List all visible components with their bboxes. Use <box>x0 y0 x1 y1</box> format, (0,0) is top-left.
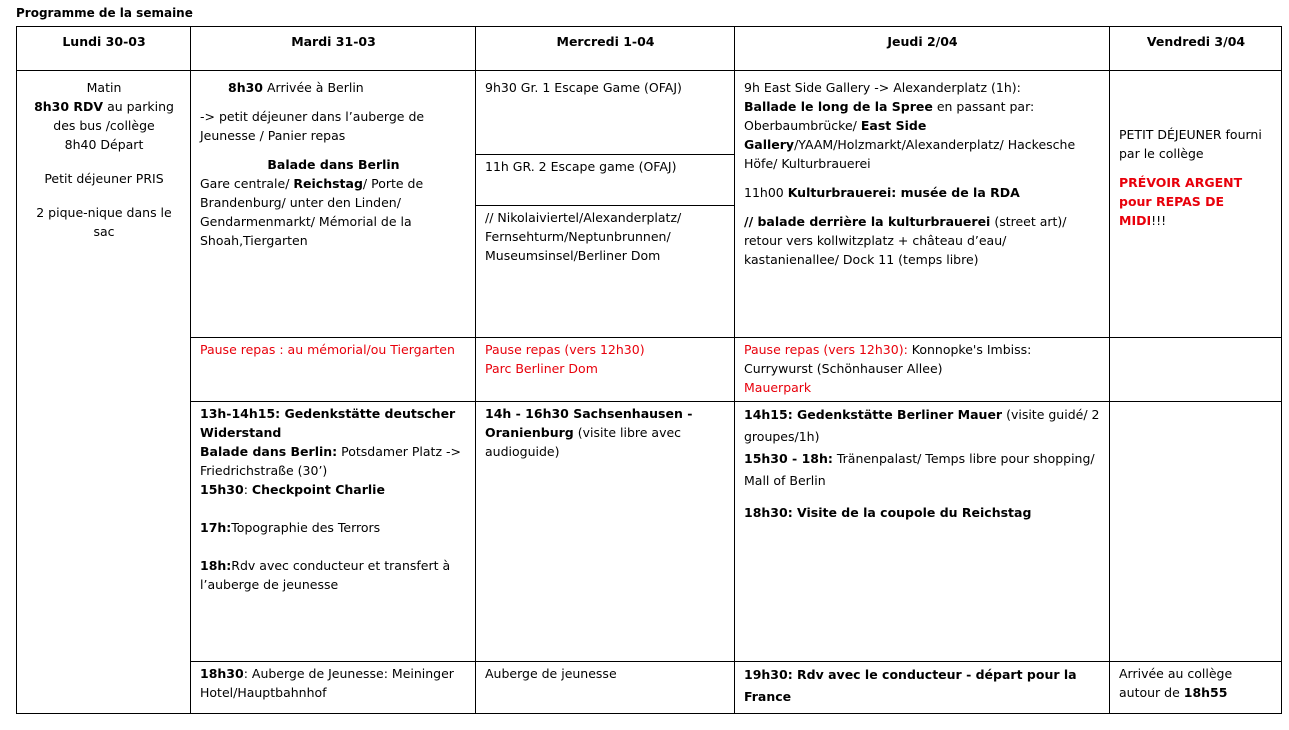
friday-morning-cell: PETIT DÉJEUNER fourni par le collège PRÉVOIR ARGENT pour REPAS DE MIDI!!! <box>1110 71 1282 338</box>
escape-game-group-2: 11h GR. 2 Escape game (OFAJ) <box>476 155 734 206</box>
wednesday-walk: // Nikolaiviertel/Alexanderplatz/ Fernsehturm/Neptunbrunnen/ Museumsinsel/Berliner Dom <box>485 210 682 263</box>
header-row <box>17 27 1282 71</box>
day-header-monday: Lundi 30-03 <box>17 27 191 71</box>
escape-game-group-1: 9h30 Gr. 1 Escape Game (OFAJ) <box>476 71 734 155</box>
wednesday-afternoon-cell: 14h - 16h30 Sachsenhausen - Oranienburg (visite libre avec audioguide) <box>476 402 735 662</box>
friday-afternoon-cell <box>1110 402 1282 662</box>
day-header-thursday: Jeudi 2/04 <box>735 27 1110 71</box>
thursday-evening-cell: 19h30: Rdv avec le conducteur - départ pour la France <box>735 662 1110 714</box>
money-reminder: PRÉVOIR ARGENT pour REPAS DE MIDI <box>1119 175 1243 228</box>
thursday-morning-cell: 9h East Side Gallery -> Alexanderplatz (1h): Ballade le long de la Spree en passant par: Oberbaumbrücke/ East Side Gallery/YAAM/Holzmarkt/Alexanderplatz/ Hackesche Höfe/ Kulturbrauerei 11h00 Kulturbrauerei: musée de la RDA // balade derrière la kulturbrauerei (street art)/ retour vers kollwitzplatz + château d’eau/ kastanienallee/ Dock 11 (temps libre) <box>735 71 1110 338</box>
friday-evening-cell: Arrivée au collège autour de 18h55 <box>1110 662 1282 714</box>
tuesday-afternoon-cell: 13h-14h15: Gedenkstätte deutscher Widerstand Balade dans Berlin: Potsdamer Platz -> Friedrichstraße (30’) 15h30: Checkpoint Charlie 17h:Topographie des Terrors 18h:Rdv avec conducteur et transfert à l’auberge de jeunesse <box>191 402 476 662</box>
wednesday-lunch-cell: Pause repas (vers 12h30) Parc Berliner Dom <box>476 338 735 402</box>
day-header-friday: Vendredi 3/04 <box>1110 27 1282 71</box>
afternoon-row <box>17 402 1282 662</box>
tuesday-morning-cell: 8h30 Arrivée à Berlin -> petit déjeuner dans l’auberge de Jeunesse / Panier repas Balade dans Berlin Gare centrale/ Reichstag/ Porte de Brandenburg/ unter den Linden/ Gendarmenmarkt/ Mémorial de la Shoah,Tiergarten <box>191 71 476 338</box>
page-title: Programme de la semaine <box>16 6 193 20</box>
day-header-tuesday: Mardi 31-03 <box>191 27 476 71</box>
tuesday-lunch-cell: Pause repas : au mémorial/ou Tiergarten <box>191 338 476 402</box>
schedule-table <box>16 26 1282 714</box>
monday-cell: Matin 8h30 RDV au parking des bus /collège 8h40 Départ Petit déjeuner PRIS 2 pique-nique dans le sac <box>17 71 191 714</box>
thursday-lunch-cell: Pause repas (vers 12h30): Konnopke's Imbiss: Currywurst (Schönhauser Allee) Mauerpark <box>735 338 1110 402</box>
morning-row <box>17 71 1282 338</box>
evening-row <box>17 662 1282 714</box>
thursday-afternoon-cell: 14h15: Gedenkstätte Berliner Mauer (visite guidé/ 2 groupes/1h) 15h30 - 18h: Tränenpalast/ Temps libre pour shopping/ Mall of Berlin 18h30: Visite de la coupole du Reichstag <box>735 402 1110 662</box>
tuesday-evening-cell: 18h30: Auberge de Jeunesse: Meininger Hotel/Hauptbahnhof <box>191 662 476 714</box>
day-header-wednesday: Mercredi 1-04 <box>476 27 735 71</box>
monday-meeting-time: 8h30 RDV <box>34 99 104 114</box>
wednesday-evening-cell: Auberge de jeunesse <box>476 662 735 714</box>
balade-heading: Balade dans Berlin <box>267 157 400 172</box>
wednesday-morning-cell <box>476 71 735 338</box>
monday-line: Matin <box>86 80 122 95</box>
lunch-row <box>17 338 1282 402</box>
friday-lunch-cell <box>1110 338 1282 402</box>
